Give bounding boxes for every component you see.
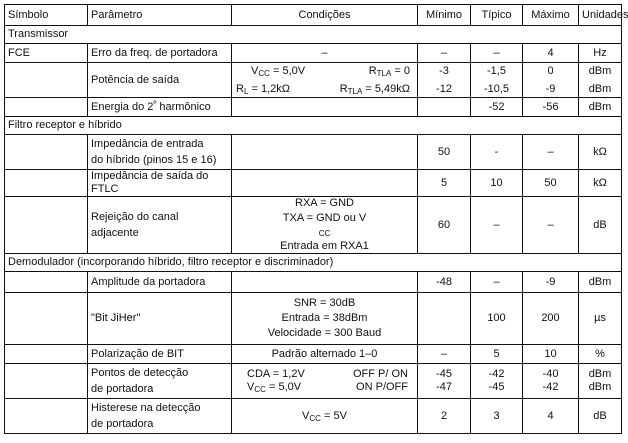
row-symbol-empty (5, 197, 88, 254)
condition-line (235, 65, 414, 78)
row-max: – (523, 135, 579, 170)
section-filtro: Filtro receptor e híbrido (5, 117, 622, 135)
table-row (5, 345, 622, 364)
row-min: – (418, 44, 471, 63)
row-conditions: Padrão alternado 1–0 (232, 345, 418, 364)
row-typ: 100 (471, 293, 523, 345)
section-demodulador: Demodulador (incorporando híbrido, filtro receptor e discriminador) (5, 254, 622, 272)
row-conditions: – (232, 44, 418, 63)
header-condicoes: Condições (232, 5, 418, 26)
header-maximo: Máximo (523, 5, 579, 26)
header-parametro: Parâmetro (88, 5, 232, 26)
row-typ: -1,5 -10,5 (471, 63, 523, 98)
row-parameter: Pontos de detecção de portadora (88, 364, 232, 399)
row-max: -40 -42 (523, 364, 579, 399)
condition-line: CDA = 1,2V OFF P/ ON (247, 368, 408, 380)
row-unit: % (579, 345, 622, 364)
row-conditions: $V_{CC} = 5V$ (232, 399, 418, 434)
row-max: 10 (523, 345, 579, 364)
row-unit: dB (579, 399, 622, 434)
condition-vcc: $V_{CC} = 5,0V$ (251, 64, 306, 78)
row-max: 4 (523, 44, 579, 63)
header-unidades: Unidades (579, 5, 622, 26)
row-min: 2 (418, 399, 471, 434)
row-symbol-empty (5, 399, 88, 434)
section-transmissor: Transmissor (5, 26, 622, 44)
row-symbol-empty (5, 63, 88, 98)
row-symbol-empty (5, 293, 88, 345)
row-parameter: Polarização de BIT (88, 345, 232, 364)
row-unit: dB (579, 197, 622, 254)
table-row (5, 170, 622, 197)
row-parameter: Rejeição do canal adjacente (88, 197, 232, 254)
row-max: 200 (523, 293, 579, 345)
row-conditions: SNR = 30dB Entrada = 38dBm Velocidade = 300 Baud (232, 293, 418, 345)
row-conditions: RXA = GND TXA = GND ou V $_{CC}$ Entrada em RXA1 (232, 197, 418, 254)
row-unit: dBm dBm (579, 364, 622, 399)
row-parameter: Amplitude da portadora (88, 272, 232, 293)
row-typ: – (471, 44, 523, 63)
section-row (5, 254, 622, 272)
row-conditions (232, 63, 418, 98)
row-symbol-empty (5, 272, 88, 293)
header-simbolo: Símbolo (5, 5, 88, 26)
row-unit: dBm (579, 98, 622, 117)
row-typ: 3 (471, 399, 523, 434)
table-row (5, 293, 622, 345)
row-conditions-empty (232, 272, 418, 293)
row-unit: µs (579, 293, 622, 345)
row-parameter: Potência de saída (88, 63, 232, 98)
row-max: -9 (523, 272, 579, 293)
table-row (5, 197, 622, 254)
condition-rtla: $R_{TLA} = 0$ (368, 64, 410, 78)
condition-rl: $R_L = 1,2k\Omega$ (236, 82, 290, 96)
row-max: -56 (523, 98, 579, 117)
row-min: 50 (418, 135, 471, 170)
row-symbol: FCE (5, 44, 88, 63)
row-typ: 5 (471, 345, 523, 364)
table-row (5, 98, 622, 117)
row-min: – (418, 345, 471, 364)
row-parameter: Energia do $2^º$ harmônico (88, 98, 232, 117)
section-row (5, 117, 622, 135)
row-typ: – (471, 197, 523, 254)
table-row (5, 135, 622, 170)
row-min: -45 -47 (418, 364, 471, 399)
row-typ: 10 (471, 170, 523, 197)
header-minimo: Mínimo (418, 5, 471, 26)
row-unit: kΩ (579, 135, 622, 170)
header-row (5, 5, 622, 26)
row-parameter: "Bit JiHer" (88, 293, 232, 345)
row-parameter: Histerese na detecção de portadora (88, 399, 232, 434)
row-symbol-empty (5, 364, 88, 399)
row-unit: dBm dBm (579, 63, 622, 98)
spec-table (4, 4, 628, 434)
row-conditions-empty (232, 98, 418, 117)
row-unit: kΩ (579, 170, 622, 197)
section-row (5, 26, 622, 44)
row-typ: - (471, 135, 523, 170)
condition-line: $V_{CC} = 5,0V$ ON P/OFF (247, 381, 408, 394)
header-tipico: Típico (471, 5, 523, 26)
row-max: 50 (523, 170, 579, 197)
row-parameter: Impedância de saída do FTLC (88, 170, 232, 197)
row-min: -3 -12 (418, 63, 471, 98)
row-symbol-empty (5, 135, 88, 170)
row-min-empty (418, 98, 471, 117)
row-parameter: Erro da freq. de portadora (88, 44, 232, 63)
row-symbol-empty (5, 345, 88, 364)
table-row (5, 399, 622, 434)
table-row (5, 44, 622, 63)
row-symbol-empty (5, 170, 88, 197)
row-parameter: Impedância de entrada do híbrido (pinos 15 e 16) (88, 135, 232, 170)
row-typ: -42 -45 (471, 364, 523, 399)
row-max: 4 (523, 399, 579, 434)
row-min: 60 (418, 197, 471, 254)
row-conditions (232, 364, 418, 399)
row-max: 0 -9 (523, 63, 579, 98)
row-typ: -52 (471, 98, 523, 117)
row-min-empty (418, 293, 471, 345)
row-conditions-empty (232, 170, 418, 197)
table-row (5, 63, 622, 98)
row-typ: – (471, 272, 523, 293)
row-unit: Hz (579, 44, 622, 63)
row-unit: dBm (579, 272, 622, 293)
row-symbol-empty (5, 98, 88, 117)
condition-line (235, 83, 414, 96)
condition-rtla: $R_{TLA} = 5,49k\Omega$ (339, 82, 410, 96)
table-row (5, 272, 622, 293)
row-max: – (523, 197, 579, 254)
table-row (5, 364, 622, 399)
row-min: 5 (418, 170, 471, 197)
row-conditions-empty (232, 135, 418, 170)
row-min: -48 (418, 272, 471, 293)
